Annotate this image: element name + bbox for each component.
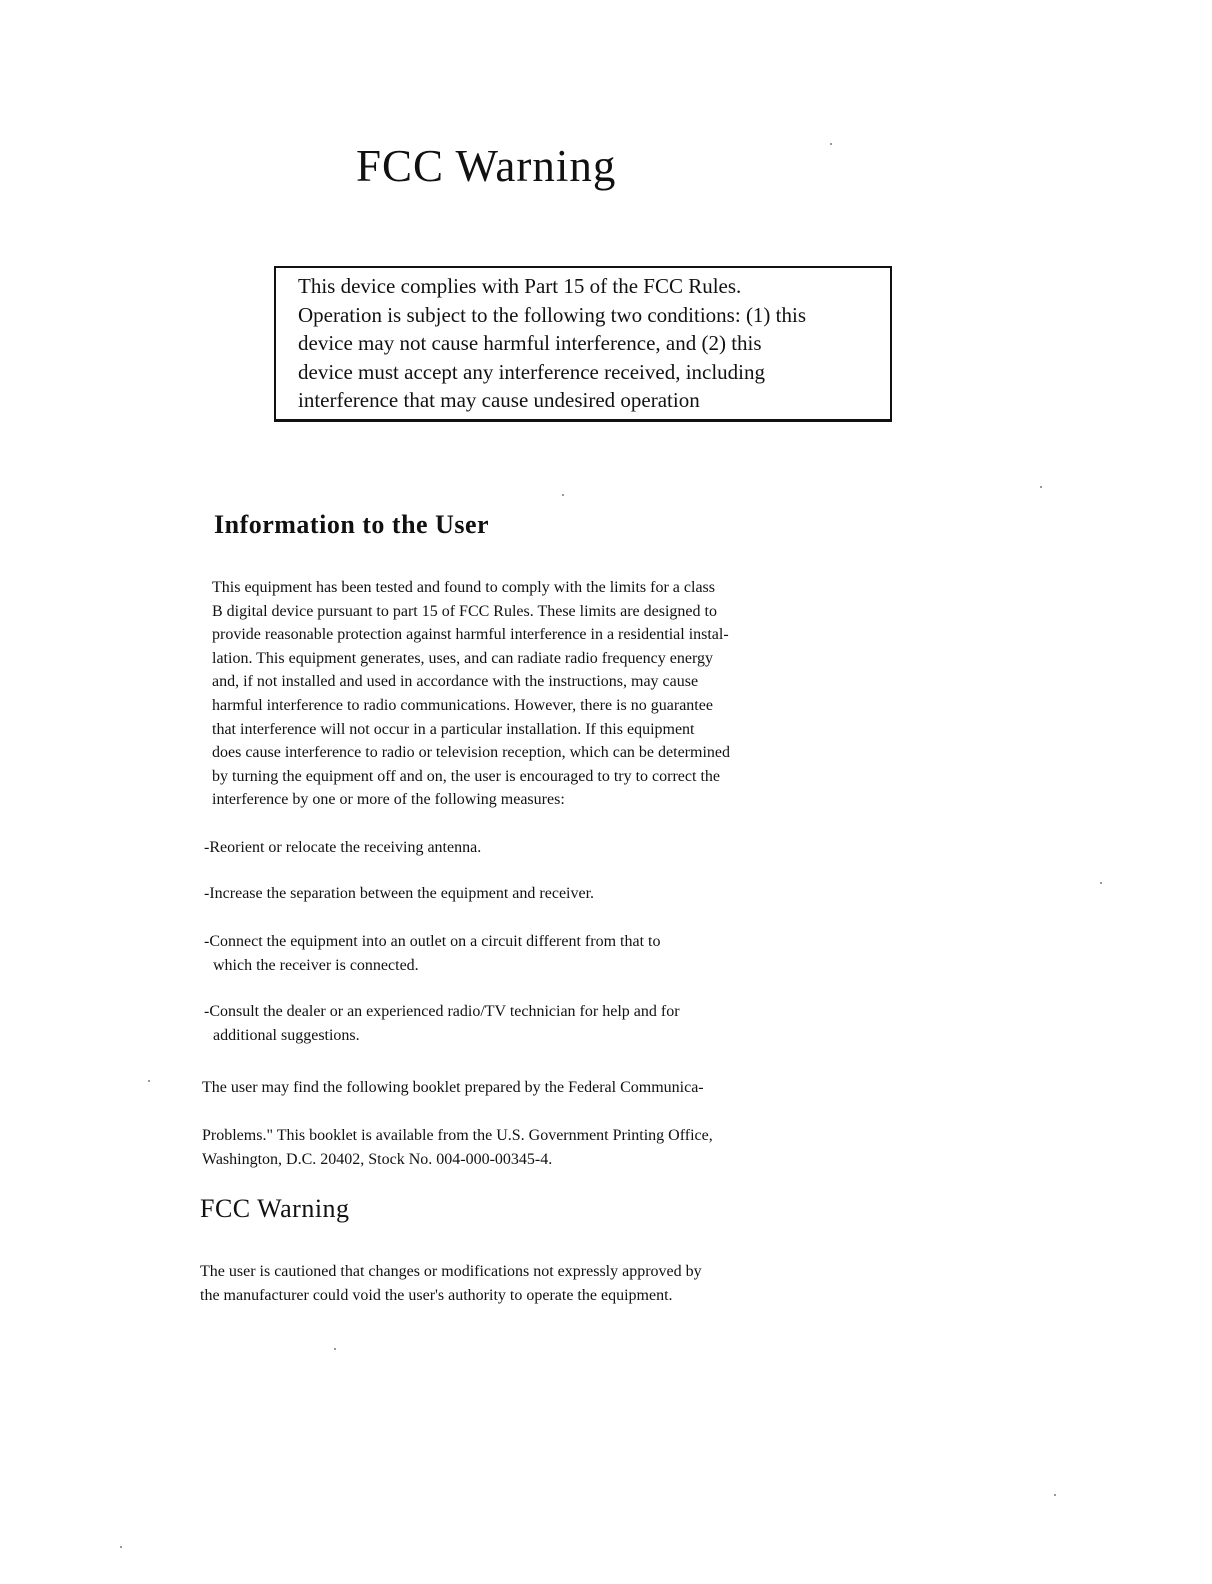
measure-item bbox=[204, 882, 594, 906]
compliance-line: device may not cause harmful interference, and (2) this bbox=[298, 331, 762, 355]
warning-line: The user is cautioned that changes or modifications not expressly approved by bbox=[200, 1263, 702, 1280]
measure-line: -Consult the dealer or an experienced radio/TV technician for help and for bbox=[204, 1003, 680, 1020]
compliance-notice-text bbox=[298, 272, 888, 415]
measure-item bbox=[204, 836, 481, 860]
warning-section-heading: FCC Warning bbox=[200, 1194, 350, 1223]
compliance-line: This device complies with Part 15 of the FCC Rules. bbox=[298, 274, 742, 298]
measure-line: -Reorient or relocate the receiving antenna. bbox=[204, 839, 482, 856]
info-line: that interference will not occur in a particular installation. If this equipment bbox=[212, 720, 695, 738]
scan-speck bbox=[334, 1348, 336, 1350]
warning-paragraph bbox=[200, 1260, 702, 1307]
scan-speck bbox=[562, 494, 564, 496]
scan-speck bbox=[120, 1546, 122, 1548]
compliance-line: device must accept any interference received, including bbox=[298, 359, 766, 384]
measure-line: -Connect the equipment into an outlet on a circuit different from that to bbox=[204, 933, 661, 950]
scan-speck bbox=[148, 1080, 150, 1082]
info-line: lation. This equipment generates, uses, and can radiate radio frequency energy bbox=[212, 649, 713, 667]
info-section-heading: Information to the User bbox=[214, 510, 490, 539]
warning-line: the manufacturer could void the user's authority to operate the equipment. bbox=[200, 1286, 673, 1304]
info-line: This equipment has been tested and found to comply with the limits for a class bbox=[212, 579, 716, 596]
booklet-line: Problems." This booklet is available from the U.S. Government Printing Office, bbox=[202, 1127, 713, 1144]
compliance-line: Operation is subject to the following two conditions: (1) this bbox=[298, 302, 807, 327]
scan-speck bbox=[1054, 1494, 1056, 1496]
info-line: harmful interference to radio communications. However, there is no guarantee bbox=[212, 696, 713, 714]
info-line: and, if not installed and used in accordance with the instructions, may cause bbox=[212, 673, 699, 691]
booklet-line: Washington, D.C. 20402, Stock No. 004-000-00345-4. bbox=[202, 1150, 553, 1168]
scan-speck bbox=[1040, 486, 1042, 488]
info-line: provide reasonable protection against harmful interference in a residential instal- bbox=[212, 626, 729, 644]
info-line: B digital device pursuant to part 15 of FCC Rules. These limits are designed to bbox=[212, 602, 717, 620]
booklet-continuation bbox=[202, 1124, 713, 1171]
measure-line: additional suggestions. bbox=[213, 1026, 360, 1044]
measure-line: -Increase the separation between the equipment and receiver. bbox=[204, 885, 595, 902]
info-line: interference by one or more of the following measures: bbox=[212, 791, 565, 809]
measure-item bbox=[204, 930, 660, 977]
info-line: does cause interference to radio or television reception, which can be determined bbox=[212, 744, 730, 762]
booklet-text bbox=[202, 1076, 704, 1100]
booklet-line: The user may find the following booklet prepared by the Federal Communica- bbox=[202, 1079, 704, 1096]
measure-line: which the receiver is connected. bbox=[213, 956, 419, 974]
page-title: FCC Warning bbox=[356, 141, 617, 191]
info-line: by turning the equipment off and on, the user is encouraged to try to correct the bbox=[212, 767, 720, 785]
scan-speck bbox=[1100, 882, 1102, 884]
scan-speck bbox=[830, 143, 832, 145]
measure-item bbox=[204, 1000, 680, 1047]
compliance-line: interference that may cause undesired operation bbox=[298, 388, 700, 412]
info-paragraph bbox=[212, 576, 872, 812]
